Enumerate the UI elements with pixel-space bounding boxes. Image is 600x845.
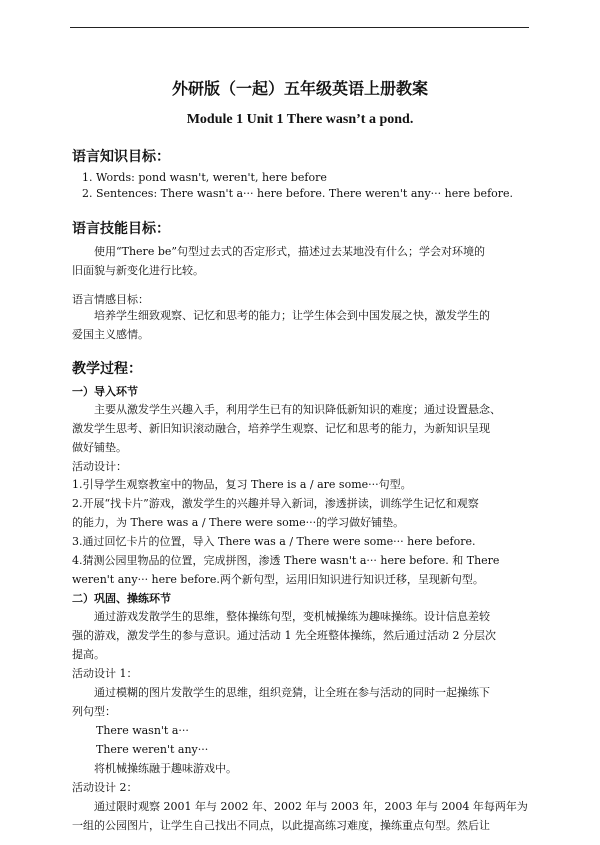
section-1-title: 一）导入环节 (72, 385, 138, 398)
emotion-line-2: 爱国主义感情。 (72, 328, 149, 341)
skill-line-2: 旧面貌与新变化进行比较。 (72, 264, 204, 277)
document-title: 外研版（一起）五年级英语上册教案 (171, 79, 428, 98)
activity-design-1-line-1: 通过模糊的图片发散学生的思维，组织竞猜，让全班在参与活动的同时一起操练下 (94, 686, 490, 699)
activity-design-1-label: 活动设计 1： (72, 667, 138, 680)
section-2-line-3: 提高。 (72, 648, 105, 661)
section-1-line-3: 做好铺垫。 (72, 441, 127, 454)
section-2-line-2: 强的游戏，激发学生的参与意识。通过活动 1 先全班整体操练，然后通过活动 2 分层次 (72, 629, 496, 642)
pattern-1: There wasn't a··· (96, 724, 189, 737)
activity-label: 活动设计： (72, 460, 127, 473)
section-1-line-1: 主要从激发学生兴趣入手，利用学生已有的知识降低新知识的难度；通过设置悬念、 (94, 403, 501, 416)
activity-1: 1.引导学生观察教室中的物品，复习 There is a / are some···句型。 (72, 478, 412, 491)
section-1-line-2: 激发学生思考、新旧知识滚动融合，培养学生观察、记忆和思考的能力，为新知识呈现 (72, 422, 490, 435)
activity-design-2-label: 活动设计 2： (72, 781, 138, 794)
skill-line-1: 使用“There be”句型过去式的否定形式，描述过去某地没有什么；学会对环境的 (94, 245, 485, 258)
activity-2-line-1: 2.开展“找卡片”游戏，激发学生的兴趣并导入新词，渗透拼读，训练学生记忆和观察 (72, 497, 479, 510)
header-rule (70, 27, 529, 28)
pattern-2: There weren't any··· (96, 743, 209, 756)
activity-design-2-line-1: 通过限时观察 2001 年与 2002 年、2002 年与 2003 年，2003 年与 2004 年每两年为 (94, 800, 528, 813)
section-2-title: 二）巩固、操练环节 (72, 592, 171, 605)
skill-heading: 语言技能目标： (72, 221, 170, 237)
emotion-heading: 语言情感目标： (72, 293, 149, 306)
process-heading: 教学过程： (72, 361, 142, 377)
emotion-line-1: 培养学生细致观察、记忆和思考的能力；让学生体会到中国发展之快，激发学生的 (94, 309, 490, 322)
activity-3: 3.通过回忆卡片的位置，导入 There was a / There were some··· here before. (72, 535, 476, 548)
activity-design-2-line-2: 一组的公园图片，让学生自己找出不同点，以此提高练习难度，操练重点句型。然后让 (72, 819, 490, 832)
document-subtitle: Module 1 Unit 1 There wasn’t a pond. (186, 112, 414, 127)
activity-4-line-2: weren't any··· here before.两个新句型，运用旧知识进行知识迁移，呈现新句型。 (72, 573, 484, 586)
section-2-line-1: 通过游戏发散学生的思维，整体操练句型，变机械操练为趣味操练。设计信息差较 (94, 610, 490, 623)
activity-4-line-1: 4.猜测公园里物品的位置，完成拼图，渗透 There wasn't a··· here before. 和 There (72, 554, 500, 567)
activity-2-line-2: 的能力，为 There was a / There were some···的学习做好铺垫。 (72, 516, 405, 529)
knowledge-heading: 语言知识目标： (72, 149, 170, 165)
knowledge-item-2: 2. Sentences: There wasn't a··· here before. There weren't any··· here before. (82, 187, 514, 200)
activity-design-1-end: 将机械操练融于趣味游戏中。 (94, 762, 237, 775)
activity-design-1-line-2: 列句型： (72, 705, 116, 718)
knowledge-item-1: 1. Words: pond wasn't, weren't, here before (82, 171, 327, 184)
